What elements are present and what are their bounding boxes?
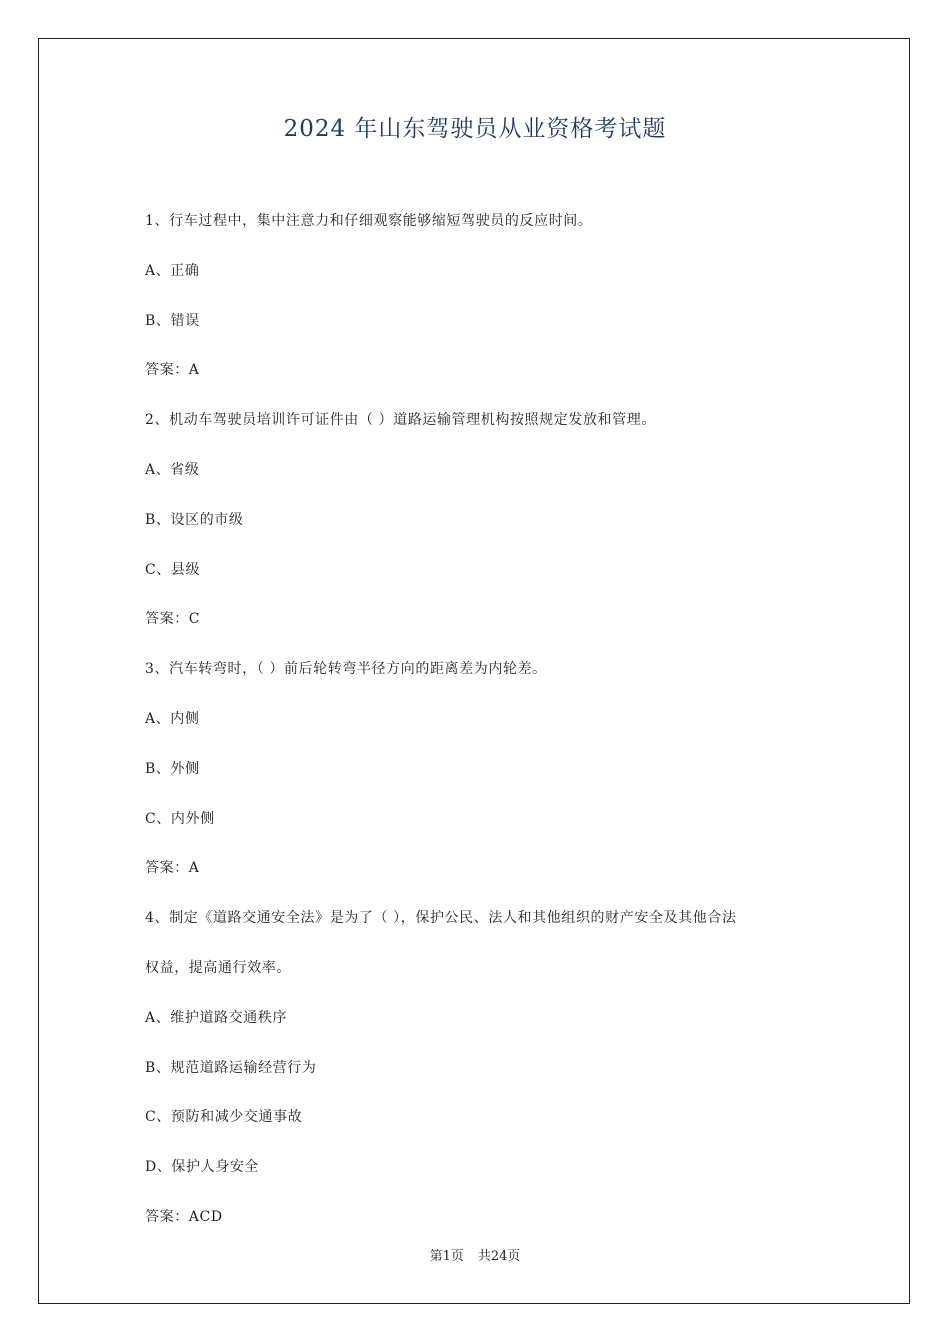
question-2-option-b: B、设区的市级 bbox=[145, 511, 244, 528]
question-4-option-d: D、保护人身安全 bbox=[145, 1159, 260, 1176]
page-total: 共24页 bbox=[477, 1249, 521, 1264]
question-4-answer: 答案：ACD bbox=[145, 1208, 223, 1225]
page-footer bbox=[0, 1246, 950, 1268]
question-4-text-continued: 权益，提高通行效率。 bbox=[145, 959, 291, 976]
page-number: 第1页 bbox=[429, 1249, 464, 1264]
question-4-text: 4、制定《道路交通安全法》是为了（ ），保护公民、法人和其他组织的财产安全及其他合法 bbox=[145, 910, 737, 927]
question-2-option-a: A、省级 bbox=[145, 461, 200, 478]
document-title: 2024 年山东驾驶员从业资格考试题 bbox=[283, 116, 667, 142]
question-3-option-a: A、内侧 bbox=[145, 710, 200, 727]
question-4-option-b: B、规范道路运输经营行为 bbox=[145, 1059, 317, 1076]
question-1-text: 1、行车过程中，集中注意力和仔细观察能够缩短驾驶员的反应时间。 bbox=[145, 213, 593, 229]
question-2-answer: 答案：C bbox=[145, 611, 201, 628]
question-3-option-c: C、内外侧 bbox=[145, 810, 215, 827]
question-4-option-c: C、预防和减少交通事故 bbox=[145, 1109, 303, 1126]
question-1-answer: 答案：A bbox=[145, 362, 200, 379]
question-1-option-b: B、错误 bbox=[145, 312, 200, 329]
question-content bbox=[145, 197, 825, 1243]
question-3-option-b: B、外侧 bbox=[145, 760, 200, 777]
question-2-text: 2、机动车驾驶员培训许可证件由（ ）道路运输管理机构按照规定发放和管理。 bbox=[145, 412, 656, 429]
question-1-option-a: A、正确 bbox=[145, 262, 200, 279]
question-3-answer: 答案：A bbox=[145, 860, 200, 877]
question-3-text: 3、汽车转弯时，（ ）前后轮转弯半径方向的距离差为内轮差。 bbox=[145, 661, 547, 678]
question-4-option-a: A、维护道路交通秩序 bbox=[145, 1009, 288, 1026]
question-2-option-c: C、县级 bbox=[145, 561, 201, 578]
